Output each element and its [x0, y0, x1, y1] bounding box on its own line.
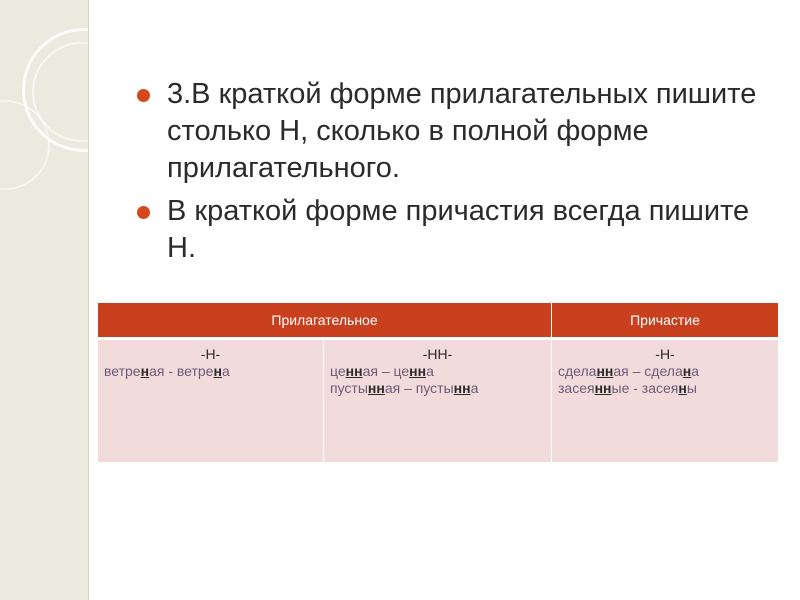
bullet-text: 3.В краткой форме прилагательных пишите столько Н, сколько в полной форме прилагательного.: [167, 78, 757, 184]
rules-table: [97, 302, 778, 457]
bullet-dot-icon: [137, 206, 150, 219]
bullet-list: [137, 76, 757, 273]
table-cell: [98, 339, 324, 463]
example-line: ценная – ценна: [330, 363, 434, 379]
rule-label: -Н-: [200, 346, 221, 362]
table-cell: [324, 339, 552, 463]
bullet-item: [137, 193, 757, 267]
example-line: сделанная – сделана: [558, 363, 700, 379]
table-cell: [552, 339, 779, 463]
header-adjective: Прилагательное: [98, 303, 552, 339]
rule-label: -Н-: [655, 346, 675, 362]
examples-list: [558, 363, 772, 397]
example-line: пустынная – пустынна: [330, 380, 479, 396]
bullet-text: В краткой форме причастия всегда пишите Н.: [167, 195, 750, 264]
example-line: засеянные - засеяны: [558, 380, 697, 396]
decorative-divider: [88, 0, 89, 600]
decorative-ring: [32, 42, 132, 142]
bullet-dot-icon: [137, 89, 150, 102]
examples-list: [104, 363, 317, 380]
example-line: ветреная - ветрена: [104, 363, 230, 379]
examples-list: [330, 363, 545, 397]
header-participle: Причастие: [552, 303, 779, 339]
rule-label: -НН-: [422, 346, 453, 362]
bullet-item: [137, 76, 757, 187]
